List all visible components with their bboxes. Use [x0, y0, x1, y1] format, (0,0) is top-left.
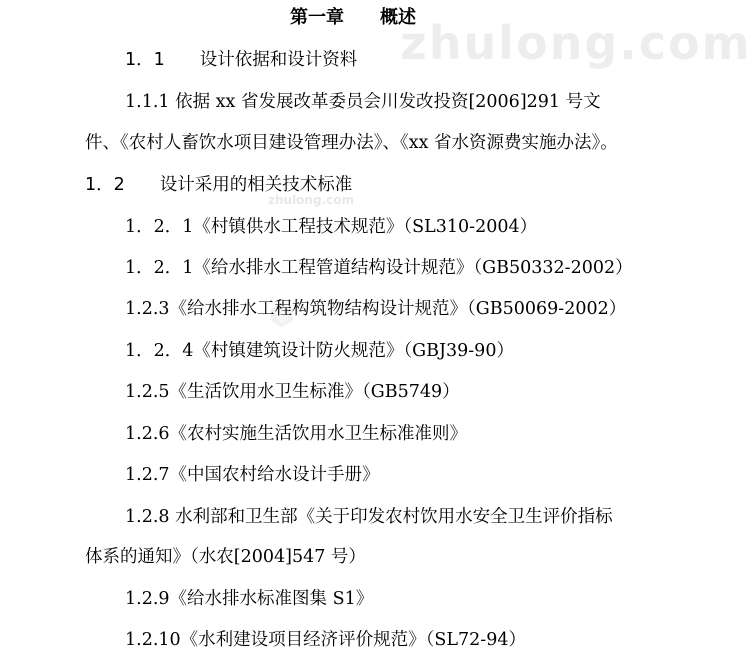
standard-item: 1.2.10《水利建设项目经济评价规范》（SL72-94）	[125, 630, 526, 650]
basis-paragraph-line-2: 件、《农村人畜饮水项目建设管理办法》、《xx 省水资源费实施办法》。	[85, 133, 618, 153]
standard-item: 1.2.7《中国农村给水设计手册》	[125, 465, 380, 485]
standard-item: 1.2.8 水利部和卫生部《关于印发农村饮用水安全卫生评价指标	[125, 507, 613, 527]
standard-item: 1．2．1《给水排水工程管道结构设计规范》（GB50332-2002）	[125, 258, 633, 278]
basis-paragraph-line-1: 1.1.1 依据 xx 省发展改革委员会川发改投资[2006]291 号文	[125, 92, 601, 112]
standard-item: 1.2.6《农村实施生活饮用水卫生标准准则》	[125, 424, 468, 444]
standard-item: 1.2.9《给水排水标准图集 S1》	[125, 589, 374, 609]
standard-item-continuation: 体系的通知》（水农[2004]547 号）	[85, 547, 366, 567]
standard-item: 1.2.5《生活饮用水卫生标准》（GB5749）	[125, 382, 460, 402]
chapter-title: 第一章 概述	[290, 7, 416, 28]
section-heading-1-2: 1．2 设计采用的相关技术标准	[85, 175, 353, 195]
watermark-zhulong-small: zhulong.com	[268, 193, 354, 207]
watermark-zhulong: zhulong.com	[400, 16, 752, 70]
standard-item: 1．2．4《村镇建筑设计防火规范》（GBJ39-90）	[125, 341, 514, 361]
section-heading-1-1: 1．1 设计依据和设计资料	[125, 50, 358, 70]
standard-item: 1．2．1《村镇供水工程技术规范》（SL310-2004）	[125, 217, 538, 237]
standard-item: 1.2.3《给水排水工程构筑物结构设计规范》（GB50069-2002）	[125, 299, 627, 319]
